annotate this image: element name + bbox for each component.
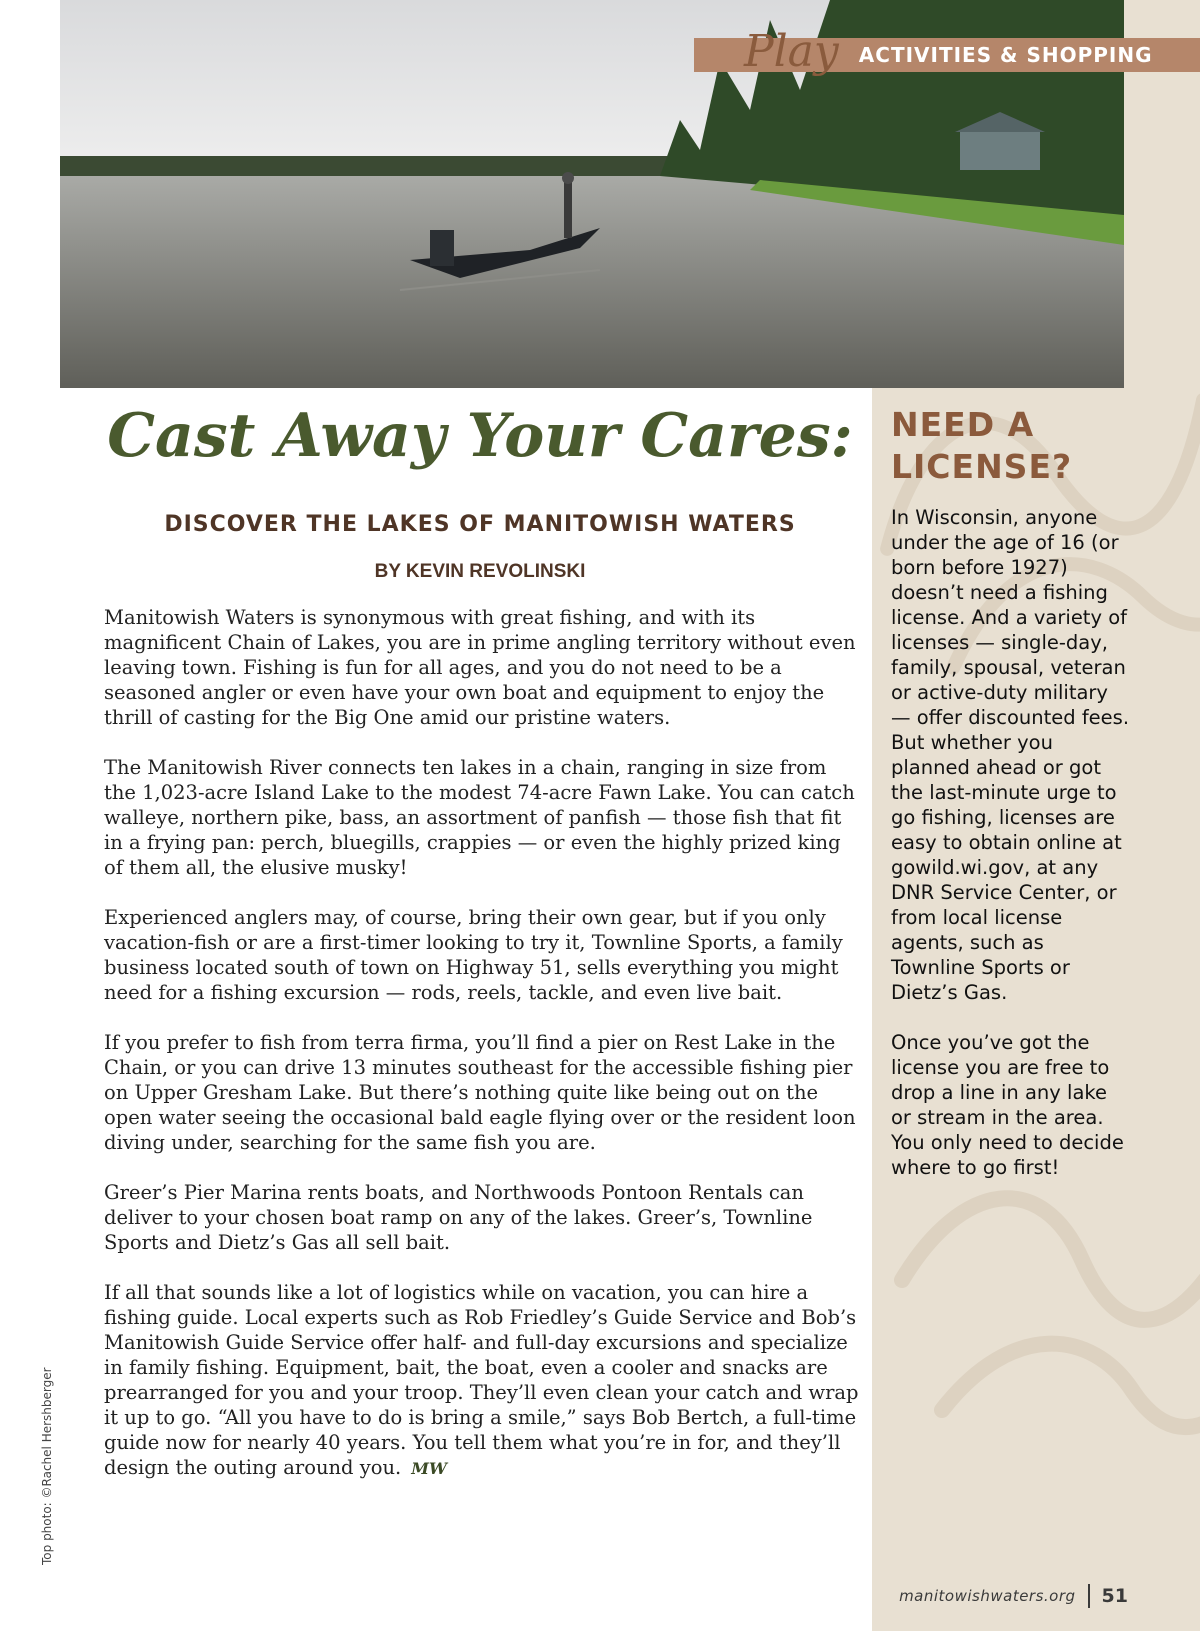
article-paragraph-last bbox=[104, 1280, 864, 1481]
sidebar-body bbox=[891, 505, 1131, 1205]
footer-divider bbox=[1088, 1584, 1090, 1608]
article-paragraph: If you prefer to fish from terra firma, you’ll find a pier on Rest Lake in the Chain, or you can drive 13 minutes southeast for the accessible fishing pier on Upper Gresham Lake. But there’s nothing quite like being out on the open water seeing the occasional bald eagle flying over or the resident loon diving under, searching for the same fish you are. bbox=[104, 1031, 856, 1154]
sidebar-paragraph: In Wisconsin, anyone under the age of 16 (or born before 1927) doesn’t need a fishing license. And a variety of licenses — single-day, family, spousal, veteran or active-duty military — offer discounted fees. But whether you planned ahead or got the last-minute urge to go fishing, licenses are easy to obtain online at gowild.wi.gov, at any DNR Service Center, or from local license agents, such as Townline Sports or Dietz’s Gas. bbox=[891, 506, 1130, 1004]
article-paragraph: Manitowish Waters is synonymous with great fishing, and with its magnificent Chain of Lakes, you are in prime angling territory without even leaving town. Fishing is fun for all ages, and you do not need to be a seasoned angler or even have your own boat and equipment to enjoy the thrill of casting for the Big One amid our pristine waters. bbox=[104, 606, 856, 729]
end-mark-logo-icon: MW bbox=[411, 1459, 447, 1478]
watermark-script-lower-icon bbox=[892, 1160, 1200, 1460]
footer-url-link[interactable]: manitowishwaters.org bbox=[899, 1587, 1076, 1605]
sidebar-paragraph: Once you’ve got the license you are free to drop a line in any lake or stream in the area. You only need to decide where to go first! bbox=[891, 1031, 1124, 1179]
page-footer bbox=[899, 1584, 1128, 1608]
banner-section-label: ACTIVITIES & SHOPPING bbox=[858, 43, 1153, 67]
article-paragraph-text: If all that sounds like a lot of logistics while on vacation, you can hire a fishing guide. Local experts such as Rob Friedley’s Guide Service and Bob’s Manitowish Guide Service offer half- and full-day excursions and specialize in family fishing. Equipment, bait, the boat, even a cooler and snacks are prearranged for you and your troop. They’ll even clean your catch and wrap it up to go. “All you have to do is bring a smile,” says Bob Bertch, a full-time guide now for nearly 40 years. You tell them what you’re in for, and they’ll design the outing around you. bbox=[104, 1281, 859, 1479]
article-paragraph: Experienced anglers may, of course, bring their own gear, but if you only vacation-fish or are a first-timer looking to try it, Townline Sports, a family business located south of town on Highway 51, sells everything you might need for a fishing excursion — rods, reels, tackle, and even live bait. bbox=[104, 906, 843, 1004]
article-subtitle: DISCOVER THE LAKES OF MANITOWISH WATERS bbox=[164, 512, 796, 537]
watermark-logo-lower bbox=[892, 1160, 1200, 1460]
article-title: Cast Away Your Cares: bbox=[107, 401, 853, 471]
page-number: 51 bbox=[1101, 1585, 1128, 1607]
article-body bbox=[104, 605, 864, 1506]
photo-credit: Top photo: ©Rachel Hershberger bbox=[40, 1367, 54, 1565]
article-byline: BY KEVIN REVOLINSKI bbox=[374, 561, 586, 582]
section-banner bbox=[694, 26, 1200, 77]
banner-play-label: Play bbox=[744, 26, 839, 77]
article-paragraph: Greer’s Pier Marina rents boats, and Northwoods Pontoon Rentals can deliver to your chosen boat ramp on any of the lakes. Greer’s, Townline Sports and Dietz’s Gas all sell bait. bbox=[104, 1181, 813, 1254]
article-paragraph: The Manitowish River connects ten lakes in a chain, ranging in size from the 1,023-acre Island Lake to the modest 74-acre Fawn Lake. You can catch walleye, northern pike, bass, an assortment of panfish — those fish that fit in a frying pan: perch, bluegills, crappies — or even the highly prized king of them all, the elusive musky! bbox=[104, 756, 855, 879]
sidebar-heading: NEED A LICENSE? bbox=[891, 405, 1073, 486]
